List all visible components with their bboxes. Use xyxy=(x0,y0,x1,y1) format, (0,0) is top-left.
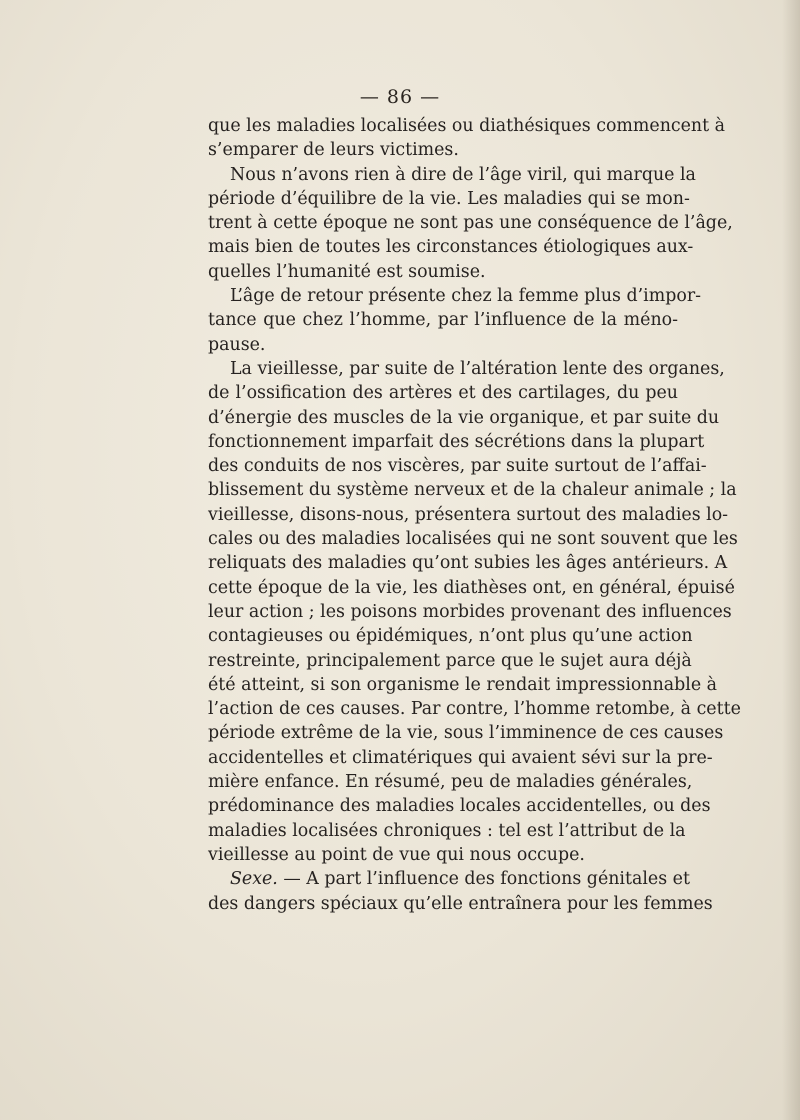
text-line: vieillesse, disons-nous, présentera surtout des maladies lo- xyxy=(208,504,729,525)
text-line: L’âge de retour présente chez la femme plus d’impor- xyxy=(230,286,702,307)
text-line: quelles l’humanité est soumise. xyxy=(208,261,486,282)
text-line: vieillesse au point de vue qui nous occupe. xyxy=(208,844,585,865)
sexe-heading: Sexe. xyxy=(230,869,278,890)
text-line: Nous n’avons rien à dire de l’âge viril, qui marque la xyxy=(230,164,696,185)
text-line: que les maladies localisées ou diathésiques commencent à xyxy=(208,116,726,136)
text-line: cette époque de la vie, les diathèses ont, en général, épuisé xyxy=(208,577,735,598)
body-text xyxy=(208,114,741,916)
text-line: mais bien de toutes les circonstances étiologiques aux- xyxy=(208,237,694,258)
text-line: période d’équilibre de la vie. Les maladies qui se mon- xyxy=(208,188,690,209)
text-line-final: des dangers spéciaux qu’elle entraînera pour les femmes xyxy=(208,893,713,914)
text-line: trent à cette époque ne sont pas une conséquence de l’âge, xyxy=(208,213,733,234)
text-line: accidentelles et climatériques qui avaient sévi sur la pre- xyxy=(208,747,713,768)
text-line: reliquats des maladies qu’ont subies les âges antérieurs. A xyxy=(208,553,728,574)
text-line: d’énergie des muscles de la vie organique, et par suite du xyxy=(208,407,720,428)
text-line: de l’ossification des artères et des cartilages, du peu xyxy=(208,383,678,404)
text-line: cales ou des maladies localisées qui ne sont souvent que les xyxy=(208,529,738,550)
text-line: blissement du système nerveux et de la chaleur animale ; la xyxy=(208,480,737,501)
sexe-line xyxy=(208,867,690,891)
text-line: l’action de ces causes. Par contre, l’homme retombe, à cette xyxy=(208,699,741,720)
text-line: été atteint, si son organisme le rendait impressionnable à xyxy=(208,674,718,695)
page-number: — 86 — xyxy=(359,86,441,108)
sexe-text: — A part l’influence des fonctions génitales et xyxy=(277,869,690,890)
text-line: pause. xyxy=(208,334,266,355)
text-line: des conduits de nos viscères, par suite surtout de l’affai- xyxy=(208,456,707,477)
text-line: leur action ; les poisons morbides provenant des influences xyxy=(208,601,732,622)
text-line: s’emparer de leurs victimes. xyxy=(208,140,459,161)
text-line: mière enfance. En résumé, peu de maladies générales, xyxy=(208,772,693,793)
text-line: fonctionnement imparfait des sécrétions dans la plupart xyxy=(208,431,705,452)
text-line: période extrême de la vie, sous l’imminence de ces causes xyxy=(208,723,724,744)
text-line: tance que chez l’homme, par l’influence de la méno- xyxy=(208,310,678,331)
page-edge-shadow xyxy=(782,0,800,1120)
text-line: contagieuses ou épidémiques, n’ont plus qu’une action xyxy=(208,626,693,647)
text-line: restreinte, principalement parce que le sujet aura déjà xyxy=(208,650,692,671)
text-line: prédominance des maladies locales accidentelles, ou des xyxy=(208,796,711,817)
text-line: maladies localisées chroniques : tel est l’attribut de la xyxy=(208,820,686,841)
text-line: La vieillesse, par suite de l’altération lente des organes, xyxy=(230,358,725,379)
